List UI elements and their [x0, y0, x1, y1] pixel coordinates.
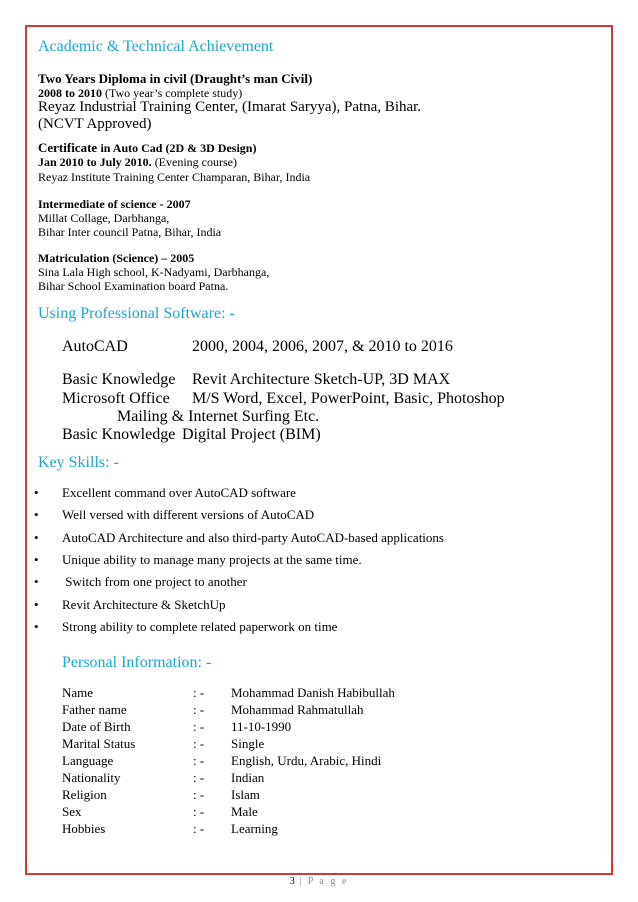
skill-item: Strong ability to complete related paperwork on time [62, 619, 338, 634]
skill-item: Unique ability to manage many projects at the same time. [62, 552, 362, 567]
page-number: 3 [289, 876, 295, 887]
personal-label: Marital Status [62, 736, 136, 751]
personal-value: Male [231, 804, 258, 819]
personal-value: Islam [231, 787, 260, 802]
matriculation-board: Bihar School Examination board Patna. [38, 279, 229, 293]
certificate-dates: Jan 2010 to July 2010. [38, 155, 152, 169]
skill-item: Revit Architecture & SketchUp [62, 597, 226, 612]
personal-value: Indian [231, 770, 265, 785]
personal-heading: Personal Information: - [62, 654, 212, 671]
basic-knowledge-value-1: Revit Architecture Sketch-UP, 3D MAX [192, 371, 451, 388]
skills-heading: Key Skills: - [38, 454, 119, 471]
personal-separator: : - [193, 719, 205, 734]
personal-separator: : - [193, 753, 205, 768]
certificate-dates-line [38, 155, 237, 170]
personal-label: Sex [62, 804, 82, 819]
personal-value: 11-10-1990 [231, 719, 292, 734]
personal-label: Nationality [62, 770, 121, 785]
personal-value: Learning [231, 821, 278, 836]
skill-item: Well versed with different versions of AutoCAD [62, 507, 315, 522]
bullet-icon: • [34, 530, 39, 545]
personal-value: Single [231, 736, 265, 751]
personal-label: Hobbies [62, 821, 106, 836]
personal-separator: : - [193, 685, 205, 700]
diploma-center: Reyaz Industrial Training Center, (Imarat Saryya), Patna, Bihar. [38, 99, 422, 115]
office-value: M/S Word, Excel, PowerPoint, Basic, Photoshop [192, 390, 505, 407]
personal-value: English, Urdu, Arabic, Hindi [231, 753, 382, 768]
certificate-note: (Evening course) [154, 155, 237, 169]
academic-heading: Academic & Technical Achievement [38, 38, 274, 55]
personal-separator: : - [193, 787, 205, 802]
bullet-icon: • [34, 485, 39, 500]
certificate-title-rest: in Auto Cad (2D & 3D Design) [100, 141, 257, 155]
personal-label: Father name [62, 702, 127, 717]
software-heading: Using Professional Software: - [38, 305, 235, 322]
personal-value: Mohammad Rahmatullah [231, 702, 364, 717]
autocad-label: AutoCAD [62, 338, 128, 355]
diploma-title: Two Years Diploma in civil (Draught’s man Civil) [38, 71, 313, 86]
personal-separator: : - [193, 821, 205, 836]
autocad-versions: 2000, 2004, 2006, 2007, & 2010 to 2016 [192, 338, 453, 355]
personal-separator: : - [193, 702, 205, 717]
certificate-title-bold: Certificate [38, 140, 98, 155]
personal-label: Language [62, 753, 114, 768]
page-label: | P a g e [294, 876, 349, 887]
skill-item: Switch from one project to another [62, 574, 247, 589]
bullet-icon: • [34, 619, 39, 634]
personal-separator: : - [193, 770, 205, 785]
personal-label: Religion [62, 787, 107, 802]
skill-item: Excellent command over AutoCAD software [62, 485, 296, 500]
office-label: Microsoft Office [62, 390, 170, 407]
basic-knowledge-value-2: Digital Project (BIM) [182, 426, 321, 443]
matriculation-title: Matriculation (Science) – 2005 [38, 251, 195, 265]
bullet-icon: • [34, 507, 39, 522]
intermediate-college: Millat Collage, Darbhanga, [38, 211, 170, 225]
bullet-icon: • [34, 552, 39, 567]
personal-label: Date of Birth [62, 719, 131, 734]
diploma-years: 2008 to 2010 [38, 86, 102, 100]
certificate-institute: Reyaz Institute Training Center Champaran, Bihar, India [38, 170, 311, 184]
bullet-icon: • [34, 574, 39, 589]
matriculation-school: Sina Lala High school, K-Nadyami, Darbhanga, [38, 265, 270, 279]
diploma-approval: (NCVT Approved) [38, 116, 152, 132]
skill-item: AutoCAD Architecture and also third-party AutoCAD-based applications [62, 530, 444, 545]
page-footer [0, 876, 638, 887]
office-extra: Mailing & Internet Surfing Etc. [117, 408, 320, 425]
personal-label: Name [62, 685, 94, 700]
intermediate-title: Intermediate of science - 2007 [38, 197, 191, 211]
basic-knowledge-label-2: Basic Knowledge [62, 426, 176, 443]
diploma-note: (Two year’s complete study) [105, 86, 243, 100]
intermediate-board: Bihar Inter council Patna, Bihar, India [38, 225, 222, 239]
personal-value: Mohammad Danish Habibullah [231, 685, 395, 700]
bullet-icon: • [34, 597, 39, 612]
certificate-title [38, 140, 256, 156]
basic-knowledge-label-1: Basic Knowledge [62, 371, 176, 388]
personal-separator: : - [193, 736, 205, 751]
personal-separator: : - [193, 804, 205, 819]
